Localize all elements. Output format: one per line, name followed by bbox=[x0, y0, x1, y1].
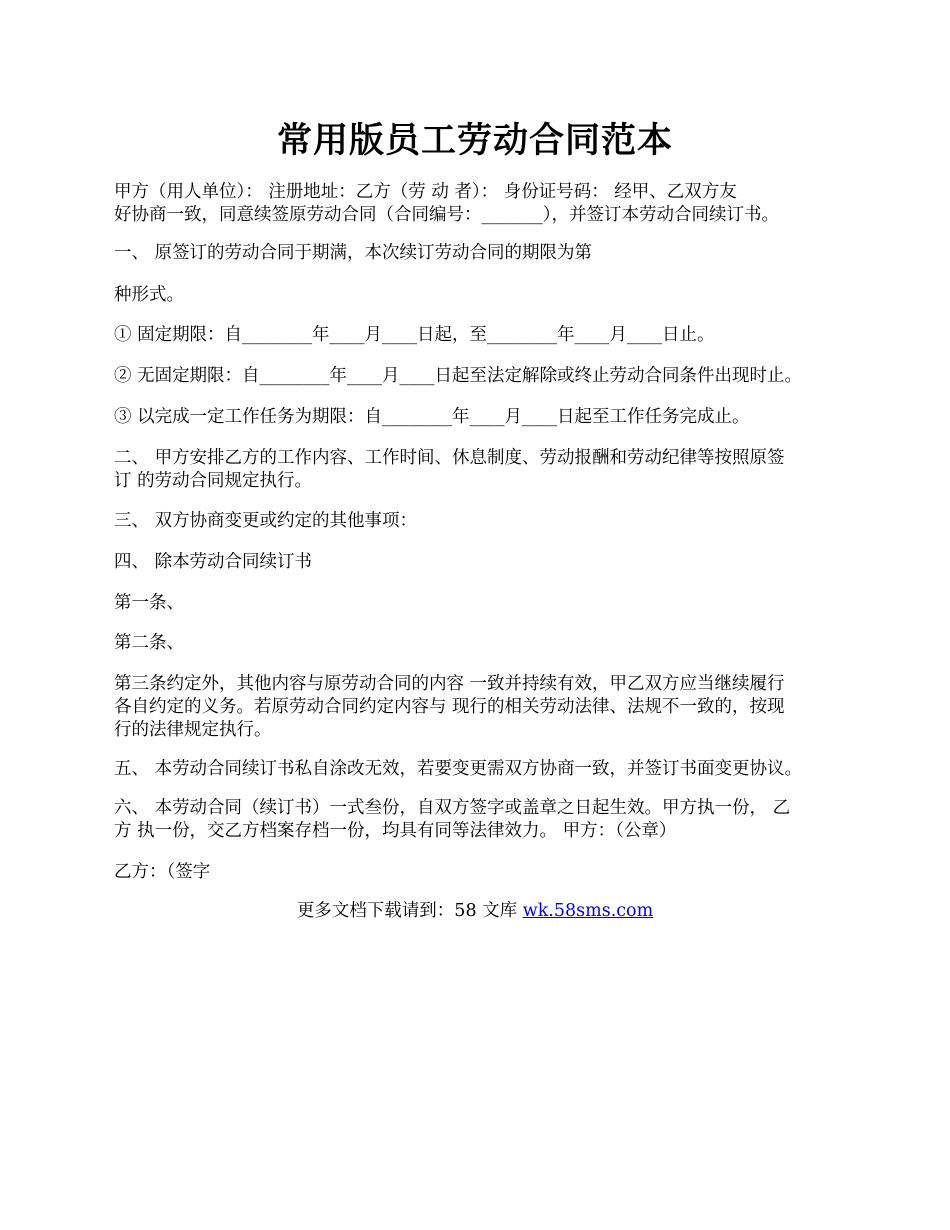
paragraph-line: 第三条约定外，其他内容与原劳动合同的内容 一致并持续有效，甲乙双方应当继续履行 bbox=[114, 674, 785, 694]
paragraph-line: 好协商一致，同意续签原劳动合同（合同编号：_______），并签订本劳动合同续订书。 bbox=[114, 205, 779, 225]
paragraph-form: 种形式。 bbox=[114, 285, 184, 305]
paragraph-line: 六、 本劳动合同（续订书）一式叁份，自双方签字或盖章之日起生效。甲方执一份， 乙 bbox=[114, 798, 791, 818]
document-title: 常用版员工劳动合同范本 bbox=[276, 120, 673, 161]
paragraph-article-3 bbox=[114, 673, 839, 742]
paragraph-fixed-term: ① 固定期限：自________年____月____日起，至________年____月____日止。 bbox=[114, 325, 715, 345]
paragraph-parties bbox=[114, 181, 839, 227]
paragraph-clause-5: 五、 本劳动合同续订书私自涂改无效，若要变更需双方协商一致，并签订书面变更协议。 bbox=[114, 759, 803, 779]
paragraph-task-term: ③ 以完成一定工作任务为期限：自________年____月____日起至工作任务完成止。 bbox=[114, 407, 750, 427]
footer-link[interactable]: wk.58sms.com bbox=[522, 901, 654, 921]
paragraph-line: 订 的劳动合同规定执行。 bbox=[114, 471, 313, 491]
paragraph-line: 二、 甲方安排乙方的工作内容、工作时间、休息制度、劳动报酬和劳动纪律等按照原签 bbox=[114, 448, 785, 468]
paragraph-line: 各自约定的义务。若原劳动合同约定内容与 现行的相关劳动法律、法规不一致的，按现 bbox=[114, 697, 785, 717]
paragraph-article-2: 第二条、 bbox=[114, 633, 184, 653]
paragraph-clause-3: 三、 双方协商变更或约定的其他事项： bbox=[114, 511, 418, 531]
paragraph-line: 方 执一份，交乙方档案存档一份，均具有同等法律效力。 甲方：（公章） bbox=[114, 821, 677, 841]
paragraph-signature-b: 乙方：（签字 bbox=[114, 862, 211, 882]
paragraph-clause-2 bbox=[114, 447, 839, 493]
footer-text: 更多文档下载请到：58 文库 bbox=[296, 901, 523, 921]
paragraph-clause-4: 四、 除本劳动合同续订书 bbox=[114, 552, 313, 572]
paragraph-clause-6 bbox=[114, 797, 839, 843]
paragraph-article-1: 第一条、 bbox=[114, 593, 184, 613]
footer bbox=[0, 900, 950, 923]
paragraph-line: 行的法律规定执行。 bbox=[114, 720, 272, 740]
paragraph-open-term: ② 无固定期限：自________年____月____日起至法定解除或终止劳动合同条件出现时止。 bbox=[114, 366, 803, 386]
paragraph-clause-1: 一、 原签订的劳动合同于期满，本次续订劳动合同的期限为第 bbox=[114, 243, 593, 263]
paragraph-line: 甲方（用人单位）： 注册地址：乙方（劳 动 者）： 身份证号码： 经甲、乙双方友 bbox=[114, 182, 737, 202]
